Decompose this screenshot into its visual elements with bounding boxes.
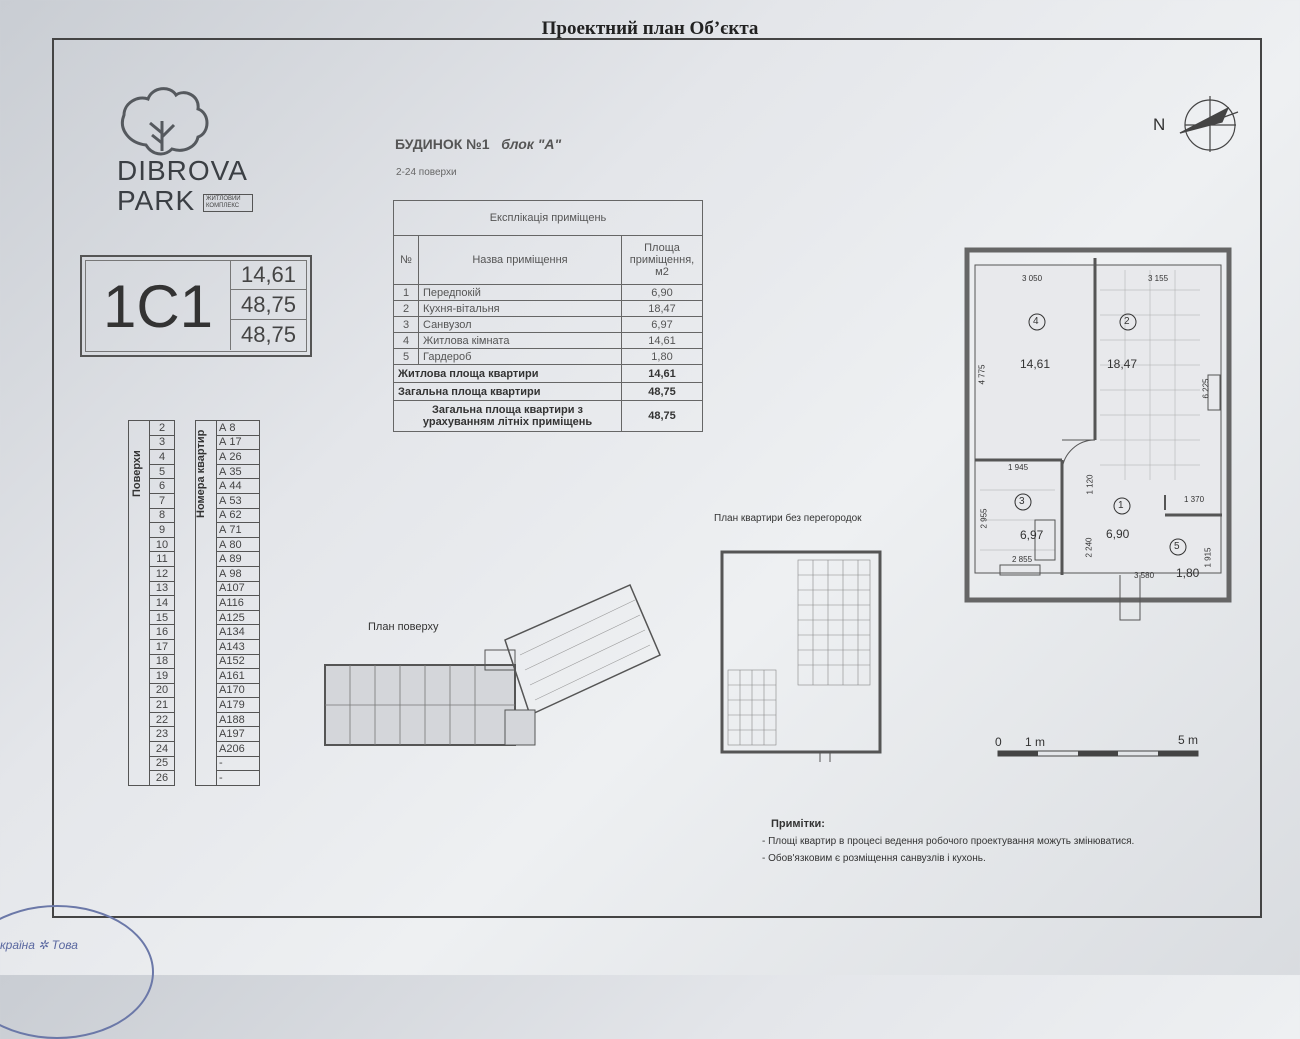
living-area-value: 14,61: [622, 365, 703, 383]
apartment-code: 1С1: [102, 272, 214, 340]
scale-label-1: 1 m: [1025, 735, 1046, 749]
apartment-number: А 44: [217, 479, 260, 494]
room-3-area: 6,97: [1020, 528, 1044, 542]
dim-label: 3 580: [1134, 571, 1155, 580]
explication-col-name: Назва приміщення: [419, 236, 622, 285]
room-area: 6,90: [622, 285, 703, 301]
total-area-value: 48,75: [622, 383, 703, 401]
room-5-area: 1,80: [1176, 566, 1200, 580]
room-2-number: 2: [1124, 316, 1130, 327]
room-name: Передпокій: [419, 285, 622, 301]
dim-label: 1 370: [1184, 495, 1205, 504]
scale-label-0: 0: [995, 735, 1002, 749]
apartment-number: А 80: [217, 537, 260, 552]
floor-number: 5: [150, 464, 175, 479]
room-3-number: 3: [1019, 496, 1025, 507]
room-name: Кухня-вітальня: [419, 301, 622, 317]
floor-plan-label: План поверху: [368, 621, 439, 633]
apartment-number: А170: [217, 683, 260, 698]
floor-number: 15: [150, 610, 175, 625]
apartment-number: А143: [217, 639, 260, 654]
apartment-number: А188: [217, 712, 260, 727]
apartment-number: А116: [217, 596, 260, 611]
explication-caption: Експлікація приміщень: [394, 201, 703, 236]
apartment-total-area-summer: 48,75: [230, 320, 306, 350]
floor-number: 9: [150, 523, 175, 538]
dim-label: 4 775: [977, 364, 987, 385]
building-block: блок "А": [501, 136, 562, 152]
floor-number: 16: [150, 625, 175, 640]
apartment-number: А 89: [217, 552, 260, 567]
apartment-number: А161: [217, 669, 260, 684]
floor-number: 18: [150, 654, 175, 669]
logo-line1: DIBROVA: [117, 155, 248, 186]
floor-number: 22: [150, 712, 175, 727]
summer-area-value: 48,75: [622, 401, 703, 432]
apartment-number: А 53: [217, 493, 260, 508]
apartment-number: А 98: [217, 566, 260, 581]
room-2-area: 18,47: [1107, 357, 1138, 371]
apartment-number: А 8: [217, 421, 260, 436]
apartment-number: -: [217, 771, 260, 786]
floor-number: 26: [150, 771, 175, 786]
apartment-number: А134: [217, 625, 260, 640]
dim-label: 1 945: [1008, 463, 1029, 472]
floor-number: 20: [150, 683, 175, 698]
floor-number: 25: [150, 756, 175, 771]
apartment-number: А 17: [217, 435, 260, 450]
room-area: 6,97: [622, 317, 703, 333]
living-area-label: Житлова площа квартири: [394, 365, 622, 383]
apartment-number: А179: [217, 698, 260, 713]
floor-number: 21: [150, 698, 175, 713]
floor-number: 8: [150, 508, 175, 523]
room-1-number: 1: [1118, 500, 1124, 511]
apartment-number: А 35: [217, 464, 260, 479]
apartment-total-area: 48,75: [230, 290, 306, 320]
notes-title: Примітки:: [771, 818, 825, 830]
room-4-area: 14,61: [1020, 357, 1051, 371]
dim-label: 6 225: [1201, 378, 1211, 399]
apartment-number: А 71: [217, 523, 260, 538]
room-num: 2: [394, 301, 419, 317]
dim-label: 3 155: [1148, 274, 1169, 283]
apartment-living-area: 14,61: [230, 260, 306, 290]
room-4-number: 4: [1033, 316, 1039, 327]
open-plan-label: План квартири без перегородок: [714, 513, 862, 524]
floor-number: 13: [150, 581, 175, 596]
dim-label: 3 050: [1022, 274, 1043, 283]
building-label: БУДИНОК №1: [395, 136, 490, 152]
apartment-number: А152: [217, 654, 260, 669]
dim-label: 2 955: [979, 508, 989, 529]
floor-number: 4: [150, 450, 175, 465]
floor-number: 7: [150, 493, 175, 508]
summer-area-label: Загальна площа квартири з урахуванням літніх приміщень: [394, 401, 622, 432]
apartment-number: А125: [217, 610, 260, 625]
apartment-number: А206: [217, 742, 260, 757]
room-name: Житлова кімната: [419, 333, 622, 349]
note-item: - Обов'язковим є розміщення санвузлів і кухонь.: [762, 853, 986, 864]
scale-label-5: 5 m: [1178, 733, 1199, 747]
floor-number: 14: [150, 596, 175, 611]
apartment-number: А197: [217, 727, 260, 742]
floor-number: 12: [150, 566, 175, 581]
apartment-number: А107: [217, 581, 260, 596]
floor-number: 19: [150, 669, 175, 684]
explication-col-area: Площа приміщення, м2: [622, 236, 703, 285]
floors-header: Поверхи: [131, 450, 143, 497]
room-num: 3: [394, 317, 419, 333]
floor-number: 10: [150, 537, 175, 552]
logo-subtitle: ЖИТЛОВИЙ КОМПЛЕКС: [203, 194, 253, 212]
room-area: 18,47: [622, 301, 703, 317]
floor-number: 24: [150, 742, 175, 757]
dim-label: 2 855: [1012, 555, 1033, 564]
apartment-number: -: [217, 756, 260, 771]
floor-number: 23: [150, 727, 175, 742]
dim-label: 1 915: [1203, 547, 1213, 568]
room-area: 1,80: [622, 349, 703, 365]
room-name: Гардероб: [419, 349, 622, 365]
room-1-area: 6,90: [1106, 527, 1130, 541]
floor-number: 11: [150, 552, 175, 567]
north-label: N: [1153, 115, 1166, 134]
logo-line2: PARK: [117, 185, 196, 216]
stamp-text: країна ✲ Това: [0, 938, 78, 952]
building-floors: 2-24 поверхи: [396, 167, 457, 178]
floor-number: 3: [150, 435, 175, 450]
room-name: Санвузол: [419, 317, 622, 333]
explication-col-num: №: [394, 236, 419, 285]
total-area-label: Загальна площа квартири: [394, 383, 622, 401]
document-title: Проектний план Об’єкта: [541, 18, 759, 39]
room-num: 1: [394, 285, 419, 301]
room-num: 4: [394, 333, 419, 349]
dim-label: 2 240: [1084, 537, 1094, 558]
floor-number: 2: [150, 421, 175, 436]
room-area: 14,61: [622, 333, 703, 349]
floor-number: 6: [150, 479, 175, 494]
apartment-number: А 26: [217, 450, 260, 465]
apartment-number: А 62: [217, 508, 260, 523]
dim-label: 1 120: [1085, 474, 1095, 495]
note-item: - Площі квартир в процесі ведення робочого проектування можуть змінюватися.: [762, 836, 1135, 847]
room-num: 5: [394, 349, 419, 365]
room-5-number: 5: [1174, 541, 1180, 552]
floor-number: 17: [150, 639, 175, 654]
apartments-header: Номера квартир: [195, 429, 207, 518]
